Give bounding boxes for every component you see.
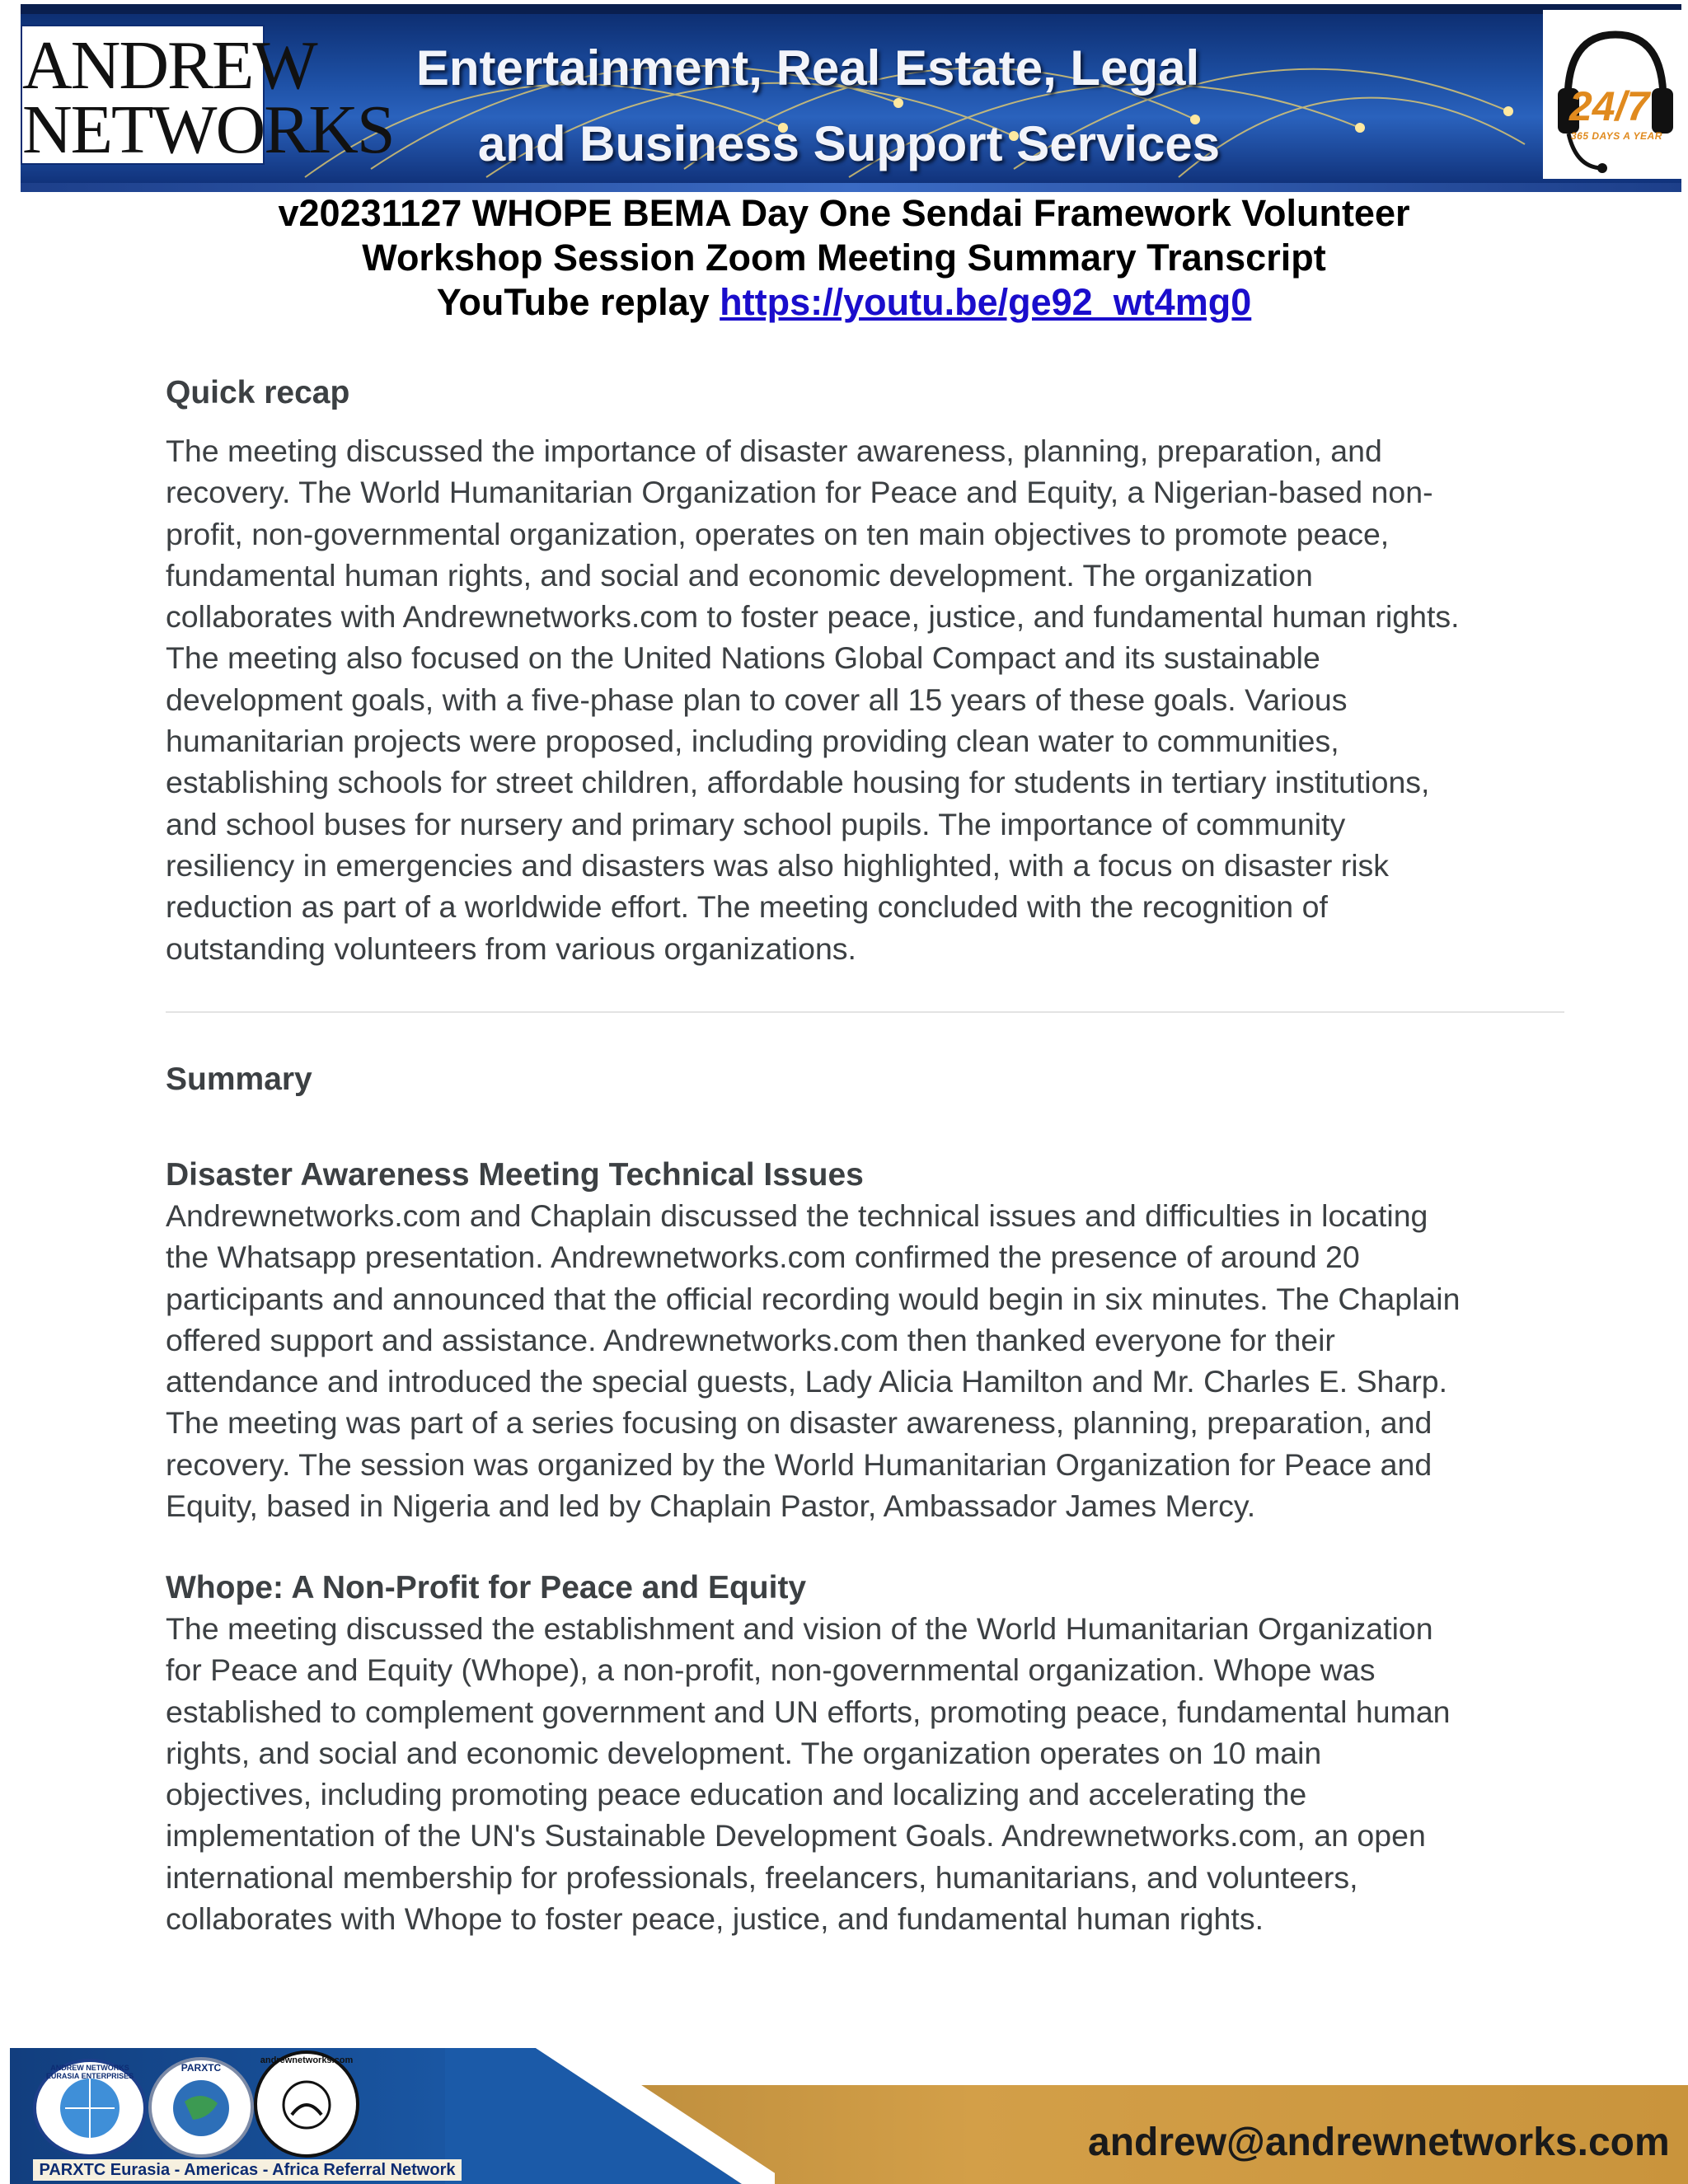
summary-line: Andrewnetworks.com and Chaplain discussed the technical issues and difficulties in locating — [166, 1198, 1428, 1233]
recap-line: development goals, with a five-phase plan to cover all 15 years of these goals. Various — [166, 682, 1348, 717]
section-paragraph-technical-issues — [166, 1195, 1567, 1526]
seal-3-text: andrewnetworks.com — [260, 2055, 354, 2065]
title-line-2: Workshop Session Zoom Meeting Summary Transcript — [362, 237, 1326, 279]
youtube-replay-link[interactable]: https://youtu.be/ge92_wt4mg0 — [720, 281, 1252, 323]
seal-1-text: ANDREW NETWORKS EURASIA ENTERPRISES — [45, 2064, 134, 2080]
section-heading-technical-issues: Disaster Awareness Meeting Technical Issues — [166, 1157, 864, 1193]
recap-line: and school buses for nursery and primary school pupils. The importance of community — [166, 806, 1346, 841]
youtube-replay-label: YouTube replay — [436, 281, 720, 323]
recap-line: The meeting also focused on the United Nations Global Compact and its sustainable — [166, 640, 1320, 676]
summary-line: offered support and assistance. Andrewnetworks.com then thanked everyone for their — [166, 1322, 1335, 1357]
summary-line: for Peace and Equity (Whope), a non-profit, non-governmental organization. Whope was — [166, 1652, 1376, 1688]
logo-line-2: NETWORKS — [22, 91, 394, 168]
title-line-3 — [165, 280, 1523, 325]
recap-line: reduction as part of a worldwide effort. The meeting concluded with the recognition of — [166, 889, 1328, 925]
title-line-1: v20231127 WHOPE BEMA Day One Sendai Framework Volunteer — [278, 192, 1410, 234]
document-title — [165, 191, 1523, 325]
badge-365-days: 365 DAYS A YEAR — [1571, 130, 1662, 142]
quick-recap-paragraph — [166, 430, 1567, 969]
footer-email[interactable]: andrew@andrewnetworks.com — [1088, 2121, 1670, 2164]
recap-line: resiliency in emergencies and disasters was also highlighted, with a focus on disaster risk — [166, 847, 1390, 883]
recap-line: The meeting discussed the importance of disaster awareness, planning, preparation, and — [166, 434, 1382, 468]
section-paragraph-whope — [166, 1608, 1567, 1939]
summary-line: established to complement government and UN efforts, promoting peace, fundamental human — [166, 1694, 1451, 1729]
badge-24-7: 24/7 — [1569, 83, 1650, 129]
summary-line: The meeting was part of a series focusing on disaster awareness, planning, preparation, and — [166, 1405, 1432, 1441]
summary-line: international membership for professionals, freelancers, humanitarians, and volunteers, — [166, 1859, 1358, 1895]
parxtc-seal — [148, 2057, 254, 2158]
summary-line: the Whatsapp presentation. Andrewnetworks.com confirmed the presence of around 20 — [166, 1240, 1360, 1275]
summary-line: rights, and social and economic development. The organization operates on 10 main — [166, 1735, 1322, 1770]
section-divider — [166, 1011, 1564, 1013]
recap-line: humanitarian projects were proposed, including providing clean water to communities, — [166, 724, 1339, 759]
footer-network-caption: PARXTC Eurasia - Americas - Africa Referral Network — [33, 2159, 462, 2181]
recap-line: establishing schools for street children, affordable housing for students in tertiary institutions, — [166, 765, 1430, 800]
summary-line: Equity, based in Nigeria and led by Chaplain Pastor, Ambassador James Mercy. — [166, 1488, 1256, 1524]
andrew-networks-eurasia-seal — [33, 2059, 147, 2158]
summary-line: implementation of the UN's Sustainable Development Goals. Andrewnetworks.com, an open — [166, 1818, 1426, 1854]
recap-line: outstanding volunteers from various organizations. — [166, 930, 856, 966]
summary-line: participants and announced that the official recording would begin in six minutes. The Chaplain — [166, 1281, 1461, 1316]
summary-line: attendance and introduced the special guests, Lady Alicia Hamilton and Mr. Charles E. Sharp. — [166, 1364, 1448, 1399]
quick-recap-heading: Quick recap — [166, 375, 350, 410]
summary-line: The meeting discussed the establishment and vision of the World Humanitarian Organization — [166, 1611, 1433, 1646]
hands-icon — [257, 2054, 356, 2154]
seal-2-text: PARXTC — [181, 2062, 222, 2074]
banner-tagline-2: and Business Support Services — [477, 116, 1221, 171]
summary-heading: Summary — [166, 1062, 312, 1097]
banner-tagline-1: Entertainment, Real Estate, Legal — [415, 40, 1200, 96]
section-heading-whope: Whope: A Non-Profit for Peace and Equity — [166, 1570, 807, 1605]
recap-line: collaborates with Andrewnetworks.com to foster peace, justice, and fundamental human rights. — [166, 599, 1460, 635]
footer-slant-graphic — [445, 2048, 775, 2184]
earth-icon — [152, 2060, 251, 2154]
andrewnetworks-seal — [254, 2050, 359, 2158]
andrew-networks-logo — [21, 25, 394, 168]
summary-line: recovery. The session was organized by the World Humanitarian Organization for Peace and — [166, 1446, 1432, 1482]
summary-line: objectives, including promoting peace education and localizing and accelerating the — [166, 1777, 1307, 1812]
logo-line-1: ANDREW — [22, 27, 316, 104]
recap-line: profit, non-governmental organization, operates on ten main objectives to promote peace, — [166, 516, 1390, 551]
recap-line: fundamental human rights, and social and economic development. The organization — [166, 557, 1313, 593]
summary-line: collaborates with Whope to foster peace, justice, and fundamental human rights. — [166, 1901, 1264, 1937]
recap-line: recovery. The World Humanitarian Organization for Peace and Equity, a Nigerian-based non- — [166, 475, 1433, 510]
